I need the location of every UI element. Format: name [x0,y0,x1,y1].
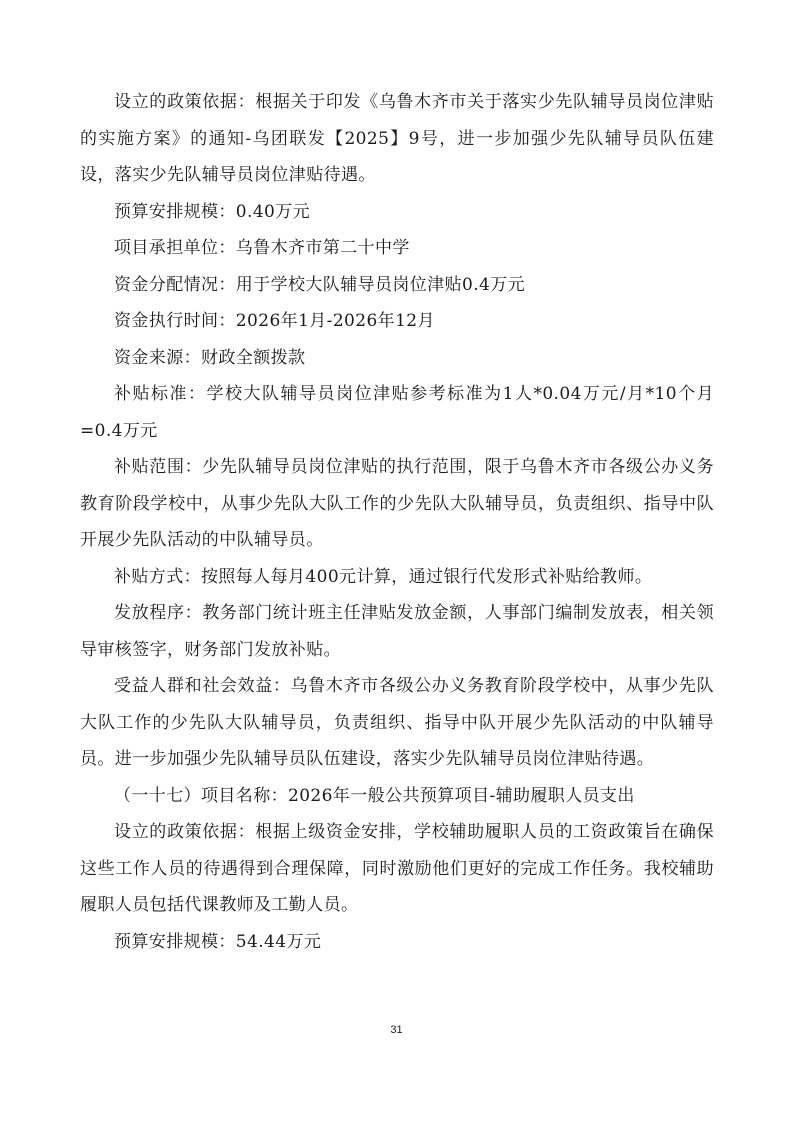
fund-allocation-line: 资金分配情况：用于学校大队辅导员岗位津贴0.4万元 [114,274,526,295]
beneficiaries-paragraph: 受益人群和社会效益：乌鲁木齐市各级公办义务教育阶段学校中，从事少先队大队工作的少先队大队辅导员，负责组织、指导中队开展少先队活动的中队辅导员。进一步加强少先队辅导员队伍建设，落实少先队辅导员岗位津贴待遇。 [80,676,714,769]
page-body [80,84,714,960]
subsidy-standard-paragraph: 补贴标准：学校大队辅导员岗位津贴参考标准为1人*0.04万元/月*10个月=0.4万元 [80,384,714,441]
distribution-procedure-paragraph: 发放程序：教务部门统计班主任津贴发放金额，人事部门编制发放表，相关领导审核签字，财务部门发放补贴。 [80,603,714,660]
responsible-unit-line: 项目承担单位：乌鲁木齐市第二十中学 [114,238,410,258]
budget-scale-line: 预算安排规模：0.40万元 [114,201,311,222]
subsidy-method-line: 补贴方式：按照每人每月400元计算，通过银行代发形式补贴给教师。 [114,566,653,587]
project-17-budget-scale-line: 预算安排规模：54.44万元 [114,931,322,952]
fund-source-line: 资金来源：财政全额拨款 [114,347,306,368]
subsidy-scope-paragraph: 补贴范围：少先队辅导员岗位津贴的执行范围，限于乌鲁木齐市各级公办义务教育阶段学校中，从事少先队大队工作的少先队大队辅导员，负责组织、指导中队开展少先队活动的中队辅导员。 [80,457,714,550]
execution-time-line: 资金执行时间：2026年1月-2026年12月 [114,311,435,331]
project-17-title: （一十七）项目名称：2026年一般公共预算项目-辅助履职人员支出 [114,785,635,806]
page-number: 31 [390,1024,403,1036]
policy-basis-paragraph: 设立的政策依据：根据关于印发《乌鲁木齐市关于落实少先队辅导员岗位津贴的实施方案》的通知-乌团联发【2025】9号，进一步加强少先队辅导员队伍建设，落实少先队辅导员岗位津贴待遇。 [80,92,714,185]
project-17-policy-basis-paragraph: 设立的政策依据：根据上级资金安排，学校辅助履职人员的工资政策旨在确保这些工作人员的待遇得到合理保障，同时激励他们更好的完成工作任务。我校辅助履职人员包括代课教师及工勤人员。 [80,822,714,915]
